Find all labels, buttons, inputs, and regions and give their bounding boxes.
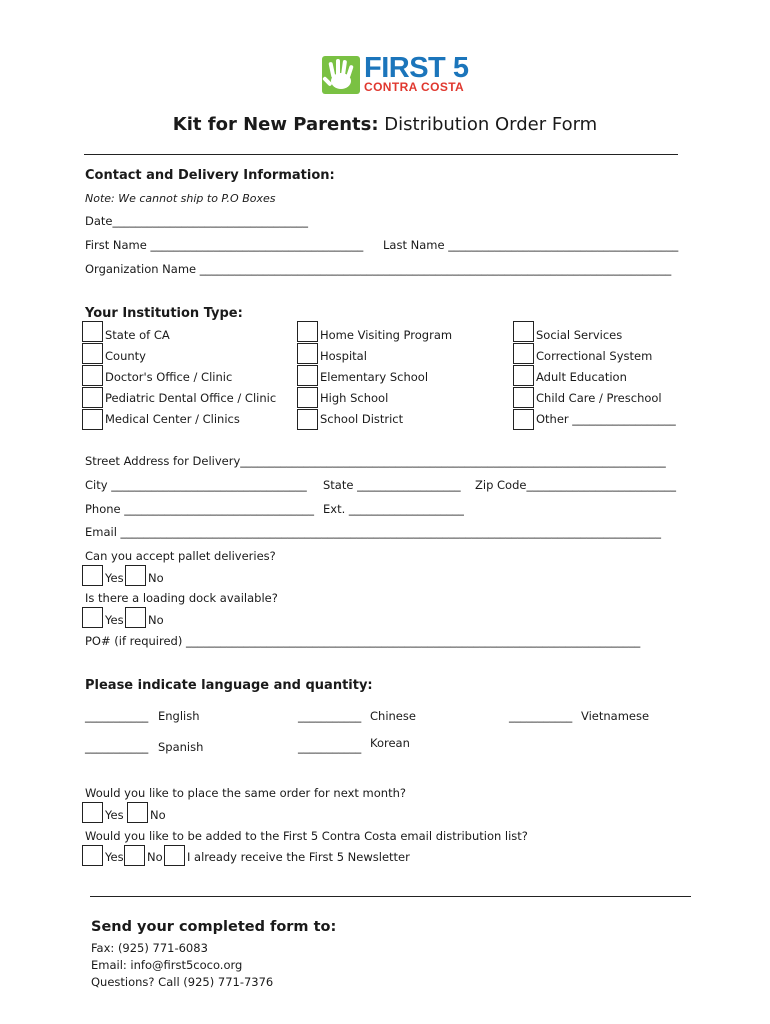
checkbox-next-month-no[interactable] <box>127 802 148 823</box>
checkbox-school-district[interactable] <box>297 409 318 430</box>
email-list-yes-label: Yes <box>105 850 124 864</box>
pallet-question: Can you accept pallet deliveries? <box>85 549 276 563</box>
checkbox-email-list-no[interactable] <box>124 845 145 866</box>
next-month-yes-label: Yes <box>105 808 124 822</box>
checkbox-county[interactable] <box>82 343 103 364</box>
po-field[interactable]: PO# (if required) _______________________________________________________________________________ <box>85 634 641 648</box>
street-address-field[interactable]: Street Address for Delivery__________________________________________________________________________ <box>85 454 666 468</box>
contact-note: Note: We cannot ship to P.O Boxes <box>85 192 276 205</box>
option-label: Adult Education <box>536 370 627 384</box>
email-list-question: Would you like to be added to the First 5 Contra Costa email distribution list? <box>85 829 528 843</box>
chinese-label: Chinese <box>370 709 416 723</box>
logo-subtitle: CONTRA COSTA <box>364 80 465 94</box>
checkbox-dock-no[interactable] <box>125 607 146 628</box>
checkbox-elementary-school[interactable] <box>297 365 318 386</box>
first-name-field[interactable]: First Name _____________________________________ <box>85 238 364 252</box>
language-header: Please indicate language and quantity: <box>85 678 373 693</box>
send-header: Send your completed form to: <box>91 919 337 935</box>
last-name-field[interactable]: Last Name ________________________________________ <box>383 238 679 252</box>
phone-field[interactable]: Phone _________________________________ <box>85 502 315 516</box>
next-month-no-label: No <box>150 808 166 822</box>
checkbox-pallet-yes[interactable] <box>82 565 103 586</box>
date-field[interactable]: Date__________________________________ <box>85 214 308 228</box>
option-label: High School <box>320 391 389 405</box>
english-label: English <box>158 709 200 723</box>
email-line: Email: info@first5coco.org <box>91 958 243 972</box>
send-divider <box>90 896 691 897</box>
first5-logo <box>322 52 472 96</box>
checkbox-state-of-ca[interactable] <box>82 321 103 342</box>
title-divider <box>84 154 678 155</box>
pallet-yes-label: Yes <box>105 571 124 585</box>
checkbox-home-visiting[interactable] <box>297 321 318 342</box>
vietnamese-qty-field[interactable]: ___________ <box>509 709 573 723</box>
questions-line: Questions? Call (925) 771-7376 <box>91 975 274 989</box>
contact-header: Contact and Delivery Information: <box>85 168 335 183</box>
option-label: State of CA <box>105 328 170 342</box>
organization-field[interactable]: Organization Name __________________________________________________________________________________ <box>85 262 672 276</box>
logo-wordmark: FIRST 5 <box>364 52 469 84</box>
next-month-question: Would you like to place the same order for next month? <box>85 786 406 800</box>
hand-logo-icon <box>322 56 360 94</box>
dock-no-label: No <box>148 613 164 627</box>
other-field[interactable]: Other __________________ <box>536 412 676 426</box>
chinese-qty-field[interactable]: ___________ <box>298 709 362 723</box>
option-label: Doctor's Office / Clinic <box>105 370 233 384</box>
option-label: County <box>105 349 146 363</box>
option-label: Elementary School <box>320 370 429 384</box>
institution-header: Your Institution Type: <box>85 306 243 321</box>
email-field[interactable]: Email ______________________________________________________________________________________________ <box>85 525 662 539</box>
spanish-qty-field[interactable]: ___________ <box>85 740 149 754</box>
dock-question: Is there a loading dock available? <box>85 591 278 605</box>
zip-code-field[interactable]: Zip Code__________________________ <box>475 478 676 492</box>
checkbox-email-list-yes[interactable] <box>82 845 103 866</box>
checkbox-high-school[interactable] <box>297 387 318 408</box>
ext-field[interactable]: Ext. ____________________ <box>323 502 464 516</box>
checkbox-doctors-office[interactable] <box>82 365 103 386</box>
fax-line: Fax: (925) 771-6083 <box>91 941 208 955</box>
checkbox-already-receive[interactable] <box>164 845 185 866</box>
option-label: Child Care / Preschool <box>536 391 662 405</box>
spanish-label: Spanish <box>158 740 204 754</box>
title-rest: Distribution Order Form <box>378 114 598 135</box>
checkbox-correctional-system[interactable] <box>513 343 534 364</box>
city-field[interactable]: City __________________________________ <box>85 478 307 492</box>
english-qty-field[interactable]: ___________ <box>85 709 149 723</box>
checkbox-medical-center[interactable] <box>82 409 103 430</box>
checkbox-hospital[interactable] <box>297 343 318 364</box>
checkbox-social-services[interactable] <box>513 321 534 342</box>
title-bold: Kit for New Parents: <box>172 114 379 135</box>
korean-label: Korean <box>370 736 410 750</box>
checkbox-next-month-yes[interactable] <box>82 802 103 823</box>
option-label: Correctional System <box>536 349 653 363</box>
option-label: Social Services <box>536 328 623 342</box>
option-label: School District <box>320 412 404 426</box>
state-field[interactable]: State __________________ <box>323 478 461 492</box>
page-title <box>0 114 770 135</box>
checkbox-adult-education[interactable] <box>513 365 534 386</box>
checkbox-dock-yes[interactable] <box>82 607 103 628</box>
email-list-no-label: No <box>147 850 163 864</box>
option-label: Home Visiting Program <box>320 328 453 342</box>
checkbox-child-care[interactable] <box>513 387 534 408</box>
pallet-no-label: No <box>148 571 164 585</box>
vietnamese-label: Vietnamese <box>581 709 650 723</box>
dock-yes-label: Yes <box>105 613 124 627</box>
checkbox-pediatric-dental[interactable] <box>82 387 103 408</box>
checkbox-other[interactable] <box>513 409 534 430</box>
option-label: Medical Center / Clinics <box>105 412 240 426</box>
option-label: Hospital <box>320 349 367 363</box>
checkbox-pallet-no[interactable] <box>125 565 146 586</box>
option-label: Pediatric Dental Office / Clinic <box>105 391 277 405</box>
already-receive-label: I already receive the First 5 Newsletter <box>187 850 410 864</box>
korean-qty-field[interactable]: ___________ <box>298 740 362 754</box>
